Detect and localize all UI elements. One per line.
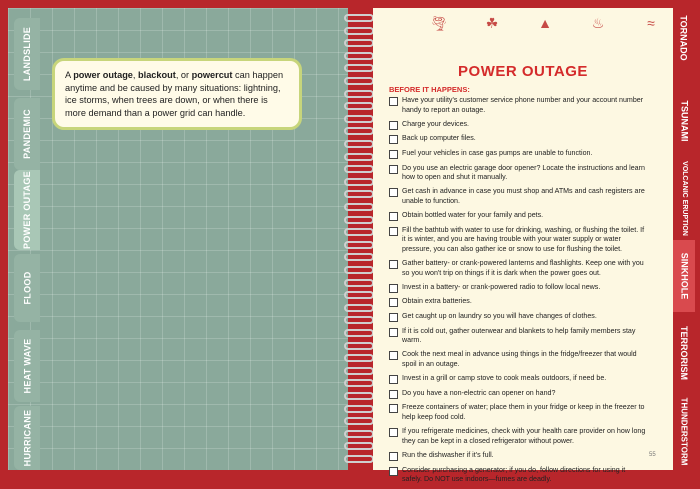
tab-tsunami[interactable]	[673, 86, 695, 156]
spiral-ring	[344, 216, 374, 224]
tab-pandemic[interactable]	[14, 98, 40, 170]
page-title: POWER OUTAGE	[458, 63, 588, 80]
spiral-ring	[344, 442, 374, 450]
tab-flood[interactable]	[14, 254, 40, 322]
tab-label: TSUNAMI	[679, 100, 689, 142]
checklist-item	[389, 297, 647, 307]
spiral-ring	[344, 291, 374, 299]
tab-heat-wave[interactable]	[14, 330, 40, 402]
checklist-item	[389, 389, 647, 399]
tab-terrorism[interactable]	[673, 316, 695, 390]
term-blackout: blackout	[138, 70, 176, 80]
checklist-item-text: Do you have a non-electric can opener on hand?	[402, 388, 556, 397]
spiral-ring	[344, 304, 374, 312]
checkbox[interactable]	[389, 467, 398, 476]
info-text: ,	[132, 70, 139, 80]
spiral-ring	[344, 64, 374, 72]
spiral-ring	[344, 430, 374, 438]
checkbox[interactable]	[389, 165, 398, 174]
tab-power-outage[interactable]	[14, 170, 40, 250]
tab-thunderstorm[interactable]	[673, 392, 695, 470]
tab-label: SINKHOLE	[679, 252, 690, 300]
checklist-item-text: If you refrigerate medicines, check with your health care provider on how long they can be kept in a closed refrigerator without power.	[402, 427, 646, 445]
tab-label: PANDEMIC	[22, 109, 33, 159]
info-text: A	[65, 70, 74, 80]
checklist-item-text: Charge your devices.	[402, 119, 470, 128]
spiral-ring	[344, 115, 374, 123]
spiral-ring	[344, 417, 374, 425]
checklist-item-text: Fill the bathtub with water to use for drinking, washing, or flushing the toilet. If it is winter, and you are having trouble with your water supply or water pressure, you can also gather ice or snow to use for flushing the toilet.	[402, 225, 645, 253]
checkbox[interactable]	[389, 212, 398, 221]
checklist-item	[389, 312, 647, 322]
checklist-item-text: Obtain bottled water for your family and pets.	[402, 211, 544, 220]
spiral-ring	[344, 367, 374, 375]
tab-label: TERRORISM	[679, 326, 689, 380]
checklist-item	[389, 403, 647, 422]
spiral-ring	[344, 203, 374, 211]
checklist-item-text: Have your utility's customer service phone number and your account number handy to report an outage.	[402, 96, 644, 114]
spiral-ring	[344, 178, 374, 186]
checklist-item	[389, 226, 647, 255]
spiral-ring	[344, 153, 374, 161]
spiral-ring	[344, 102, 374, 110]
checklist-item	[389, 164, 647, 183]
checkbox[interactable]	[389, 452, 398, 461]
tornado-icon: 🌪	[430, 14, 448, 31]
checklist-item	[389, 350, 647, 369]
spiral-ring	[344, 228, 374, 236]
checklist-item	[389, 96, 647, 115]
checklist-item	[389, 283, 647, 293]
spiral-ring	[344, 90, 374, 98]
checklist-item	[389, 427, 647, 446]
tab-sinkhole[interactable]	[673, 240, 695, 312]
checkbox[interactable]	[389, 328, 398, 337]
checkbox[interactable]	[389, 260, 398, 269]
checklist-item-text: Run the dishwasher if it's full.	[402, 450, 494, 459]
checkbox[interactable]	[389, 390, 398, 399]
checklist-item-text: Get caught up on laundry so you will have changes of clothes.	[402, 312, 597, 321]
tab-label: HEAT WAVE	[22, 338, 32, 394]
spiral-ring	[344, 14, 374, 22]
checklist-item	[389, 134, 647, 144]
checkbox[interactable]	[389, 227, 398, 236]
spiral-ring	[344, 39, 374, 47]
checklist-item	[389, 466, 647, 485]
checklist-item-text: Invest in a grill or camp stove to cook meals outdoors, if need be.	[402, 374, 607, 383]
tab-tornado[interactable]	[673, 8, 695, 68]
definition-box	[52, 58, 302, 130]
right-tab-strip	[673, 8, 695, 470]
spiral-ring	[344, 266, 374, 274]
checkbox[interactable]	[389, 97, 398, 106]
checkbox[interactable]	[389, 121, 398, 130]
spiral-ring	[344, 316, 374, 324]
checklist-item	[389, 187, 647, 206]
tab-label: TORNADO	[679, 15, 689, 61]
spiral-ring	[344, 190, 374, 198]
checkbox[interactable]	[389, 150, 398, 159]
term-powercut: powercut	[191, 70, 233, 80]
checklist-item-text: Fuel your vehicles in case gas pumps are unable to function.	[402, 148, 593, 157]
spiral-ring	[344, 140, 374, 148]
spiral-ring	[344, 27, 374, 35]
spiral-binding	[338, 8, 378, 470]
spiral-ring	[344, 253, 374, 261]
checklist-item-text: Get cash in advance in case you must shop and ATMs and cash registers are unable to function.	[402, 187, 645, 205]
checklist-item-text: If it is cold out, gather outerwear and blankets to help family members stay warm.	[402, 326, 636, 345]
section-heading: BEFORE IT HAPPENS:	[389, 85, 470, 94]
info-text: can happen anytime and be caused by many situations: lightning, ice storms, when trees are down, or when there is more demand than a power grid can handle.	[65, 70, 284, 118]
tab-landslide[interactable]	[14, 18, 40, 90]
checkbox[interactable]	[389, 188, 398, 197]
spiral-ring	[344, 354, 374, 362]
checkbox[interactable]	[389, 135, 398, 144]
checklist-item-text: Cook the next meal in advance using things in the fridge/freezer that would spoil in an outage.	[402, 350, 637, 369]
tsunami-icon: ☘	[485, 14, 499, 31]
checklist-item	[389, 120, 647, 130]
checklist-item	[389, 211, 647, 221]
checklist-item	[389, 259, 647, 278]
tab-label: VOLCANIC ERUPTION	[680, 160, 688, 236]
spiral-ring	[344, 77, 374, 85]
spiral-ring	[344, 165, 374, 173]
spiral-ring	[344, 279, 374, 287]
tab-label: FLOOD	[22, 271, 32, 305]
tab-volcanic-eruption[interactable]	[673, 158, 695, 238]
spiral-ring	[344, 241, 374, 249]
spiral-ring	[344, 342, 374, 350]
checkbox[interactable]	[389, 351, 398, 360]
spiral-ring	[344, 329, 374, 337]
checkbox[interactable]	[389, 298, 398, 307]
tab-hurricane[interactable]	[14, 406, 40, 470]
info-text: , or	[175, 70, 192, 80]
spiral-ring	[344, 379, 374, 387]
volcano-icon: ▲	[538, 15, 552, 31]
checklist-item-text: Freeze containers of water; place them in your fridge or keep in the freezer to help keep food cold.	[402, 403, 645, 421]
tab-label: THUNDERSTORM	[679, 397, 689, 465]
tab-label: HURRICANE	[22, 409, 33, 467]
spiral-ring	[344, 127, 374, 135]
checkbox[interactable]	[389, 404, 398, 413]
term-power-outage: power outage	[73, 70, 133, 80]
checklist-item-text: Consider purchasing a generator; if you do, follow directions for using it safely. Do NOT use indoors—fumes are deadly.	[402, 465, 626, 484]
checklist-item-text: Obtain extra batteries.	[402, 297, 472, 306]
checkbox[interactable]	[389, 428, 398, 437]
checkbox[interactable]	[389, 284, 398, 293]
fire-icon: ♨	[591, 14, 605, 31]
checklist-item-text: Back up computer files.	[402, 134, 476, 143]
wave-icon: ≈	[647, 15, 655, 31]
left-tab-strip	[8, 8, 42, 470]
spiral-ring	[344, 392, 374, 400]
checklist-item	[389, 451, 647, 461]
hazard-icons-row	[430, 14, 660, 36]
checklist-item-text: Do you use an electric garage door opener? Locate the instructions and learn how to open and shut it manually.	[402, 163, 645, 182]
page-number: 55	[649, 452, 656, 458]
checklist	[389, 96, 647, 489]
spiral-ring	[344, 52, 374, 60]
checklist-item	[389, 374, 647, 384]
tab-label: LANDSLIDE	[22, 26, 33, 82]
spiral-ring	[344, 455, 374, 463]
checklist-item-text: Invest in a battery- or crank-powered radio to follow local news.	[402, 282, 601, 291]
checklist-item-text: Gather battery- or crank-powered lanterns and flashlights. Keep one with you so you won't trip on things if it is dark when the power goes out.	[402, 259, 644, 277]
checklist-item	[389, 149, 647, 159]
checklist-item	[389, 327, 647, 346]
checkbox[interactable]	[389, 375, 398, 384]
tab-label: POWER OUTAGE	[22, 171, 32, 249]
spiral-ring	[344, 405, 374, 413]
checkbox[interactable]	[389, 313, 398, 322]
